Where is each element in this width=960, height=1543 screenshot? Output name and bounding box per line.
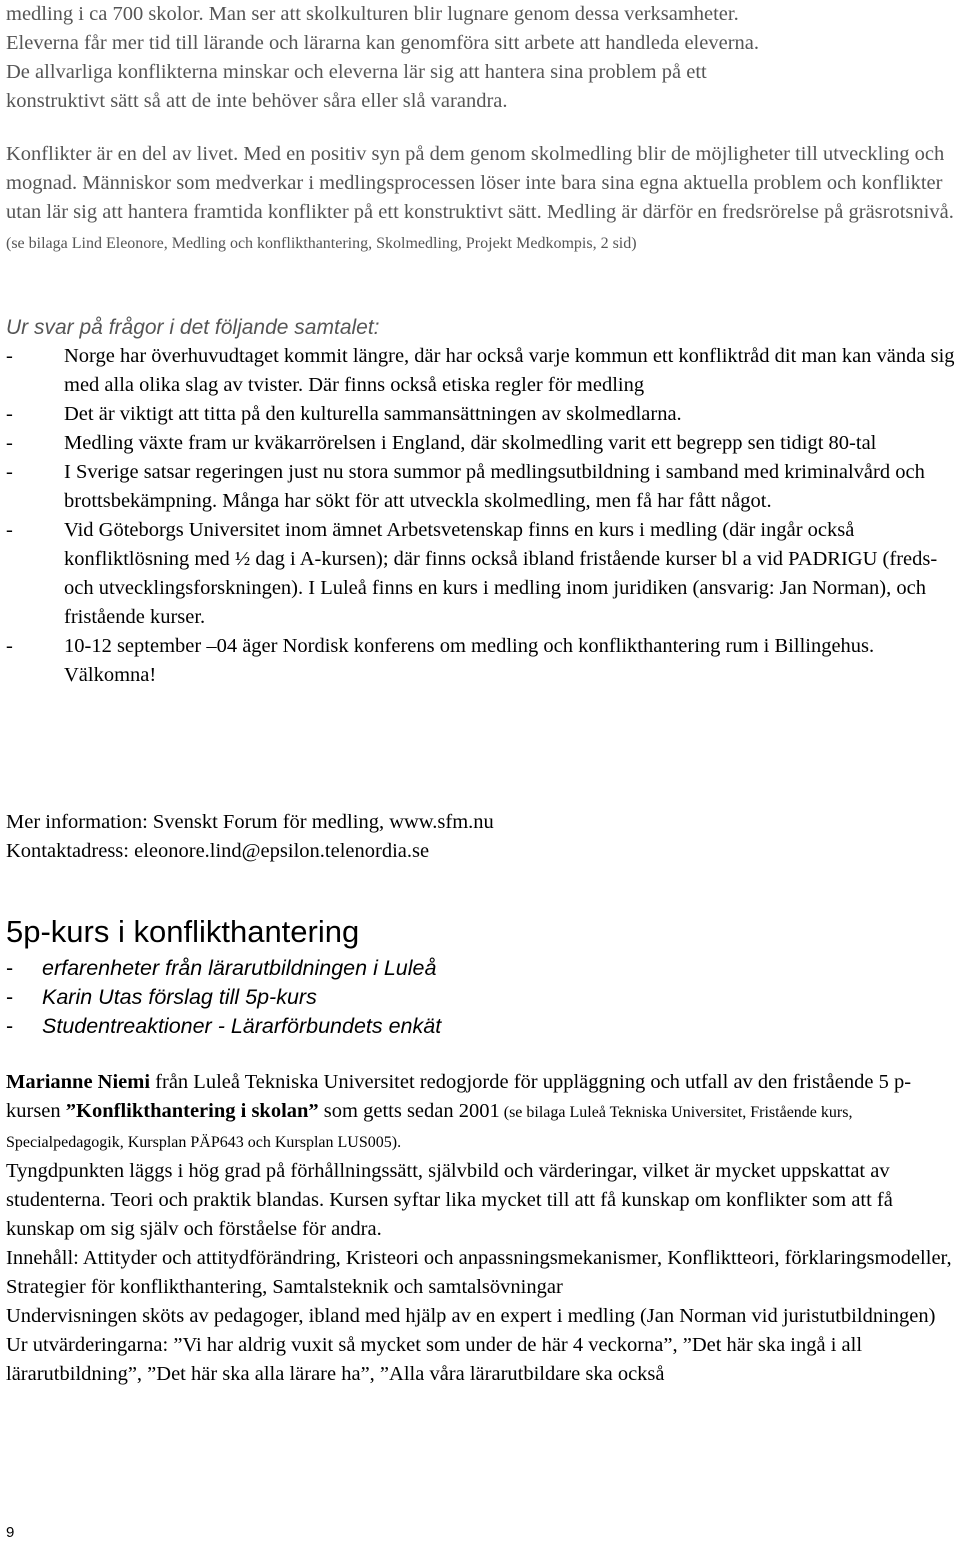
course-reference: (se bilaga Luleå Tekniska Universitet, Fristående kurs, Specialpedagogik, Kursplan PÄP643 och Kursplan LUS005).	[6, 1104, 853, 1151]
list-item-text: I Sverige satsar regeringen just nu stora summor på medlingsutbildning i samband med kriminalvård och brottsbekämpning. Många har sökt för att utveckla skolmedling, men få har fått något.	[64, 461, 925, 512]
course-text: som getts sedan 2001	[318, 1100, 500, 1122]
list-item	[6, 1012, 441, 1041]
intro-sentence-gray-2: Med en positiv syn på dem genom skolmedling blir de möjligheter till utveckling och mognad.	[6, 143, 945, 194]
list-dash: -	[6, 1014, 14, 1038]
list-item-text: Medling växte fram ur kväkarrörelsen i England, där skolmedling varit ett begrepp sen tidigt 80-tal	[64, 432, 877, 454]
list-item-text: Karin Utas förslag till 5p-kurs	[42, 985, 317, 1009]
list-item	[6, 632, 956, 690]
contact-address: Kontaktadress: eleonore.lind@epsilon.telenordia.se	[6, 840, 430, 862]
list-item-text: Studentreaktioner - Lärarförbundets enkät	[42, 1014, 442, 1038]
list-dash: -	[6, 519, 13, 541]
intro-reference: (se bilaga Lind Eleonore, Medling och konflikthantering, Skolmedling, Projekt Medkompis, 2 sid)	[6, 235, 637, 252]
intro-sentence-gray-3: Människor som medverkar i medlingsprocessen löser inte bara sina egna aktuella problem och konflikter utan lär sig att hantera framtida konflikter på ett konstruktivt sätt. Medling är därför en fredsrörelse på gräsrotsnivå.	[6, 172, 954, 223]
intro-line: konstruktivt sätt så att de inte behöver såra eller slå varandra.	[6, 90, 508, 112]
list-item	[6, 400, 956, 429]
list-item	[6, 458, 956, 516]
course-sublist	[6, 954, 441, 1041]
list-item-text: erfarenheter från lärarutbildningen i Luleå	[42, 956, 437, 980]
course-title: ”Konflikthantering i skolan”	[65, 1100, 319, 1122]
intro-line: De allvarliga konflikterna minskar och eleverna lär sig att hantera sina problem på ett	[6, 61, 707, 83]
list-item-text: Det är viktigt att titta på den kulturella sammansättningen av skolmedlarna.	[64, 403, 682, 425]
list-item	[6, 516, 956, 632]
intro-paragraph-2	[6, 140, 956, 258]
list-dash: -	[6, 403, 13, 425]
list-dash: -	[6, 432, 13, 454]
speaker-name: Marianne Niemi	[6, 1071, 151, 1093]
list-dash: -	[6, 345, 13, 367]
contact-block	[6, 808, 956, 866]
conversation-list	[6, 342, 956, 690]
intro-sentence-gray: Konflikter är en del av livet.	[6, 143, 239, 165]
conversation-heading: Ur svar på frågor i det följande samtalet:	[6, 316, 380, 339]
intro-paragraph-1	[6, 0, 956, 116]
list-item-text: Vid Göteborgs Universitet inom ämnet Arbetsvetenskap finns en kurs i medling (där ingår också konfliktlösning med ½ dag i A-kursen); där finns också ibland fristående kurser bl a vid PADRIGU (freds- och utvecklingsforskningen). I Luleå finns en kurs i medling inom juridiken (ansvarig: Jan Norman), och fristående kurser.	[64, 519, 938, 628]
list-item-text: 10-12 september –04 äger Nordisk konferens om medling och konflikthantering rum i Billingehus. Välkomna!	[64, 635, 875, 686]
course-paragraph-3: Innehåll: Attityder och attitydförändring, Kristeori och anpassningsmekanismer, Konfliktteori, förklaringsmodeller, Strategier för konflikthantering, Samtalsteknik och samtalsövningar	[6, 1247, 952, 1298]
course-paragraph-5: Ur utvärderingarna: ”Vi har aldrig vuxit så mycket som under de här 4 veckorna”, ”Det här ska ingå i all lärarutbildning”, ”Det här ska alla lärare ha”, ”Alla våra lärarutbildare ska också	[6, 1334, 863, 1385]
list-dash: -	[6, 461, 13, 483]
list-item	[6, 983, 441, 1012]
list-dash: -	[6, 985, 14, 1009]
list-dash: -	[6, 635, 13, 657]
intro-line: medling i ca 700 skolor. Man ser att skolkulturen blir lugnare genom dessa verksamheter.	[6, 3, 739, 25]
course-paragraph-1	[6, 1068, 956, 1157]
list-dash: -	[6, 956, 14, 980]
intro-line: Eleverna får mer tid till lärande och lärarna kan genomföra sitt arbete att handleda eleverna.	[6, 32, 760, 54]
course-heading: 5p-kurs i konflikthantering	[6, 914, 360, 949]
contact-info: Mer information: Svenskt Forum för medling, www.sfm.nu	[6, 811, 494, 833]
list-item	[6, 954, 441, 983]
course-paragraph-2: Tyngdpunkten läggs i hög grad på förhållningssätt, självbild och värderingar, vilket är mycket uppskattat av studenterna. Teori och praktik blandas. Kursen syftar lika mycket till att få kunskap om konflikter som att få kunskap om sig själv och förståelse för andra.	[6, 1160, 893, 1240]
course-text: från Luleå Tekniska Universitet redogjorde för uppläggning och utfall av den fristående 5 p-kursen	[6, 1071, 912, 1122]
list-item-text: Norge har överhuvudtaget kommit längre, där har också varje kommun ett konfliktråd dit man kan vända sig med alla olika slag av tvister. Där finns också etiska regler för medling	[64, 345, 955, 396]
course-body	[6, 1068, 956, 1389]
list-item	[6, 342, 956, 400]
page-number: 9	[6, 1524, 15, 1541]
list-item	[6, 429, 956, 458]
course-paragraph-4: Undervisningen sköts av pedagoger, ibland med hjälp av en expert i medling (Jan Norman vid juristutbildningen)	[6, 1305, 936, 1327]
